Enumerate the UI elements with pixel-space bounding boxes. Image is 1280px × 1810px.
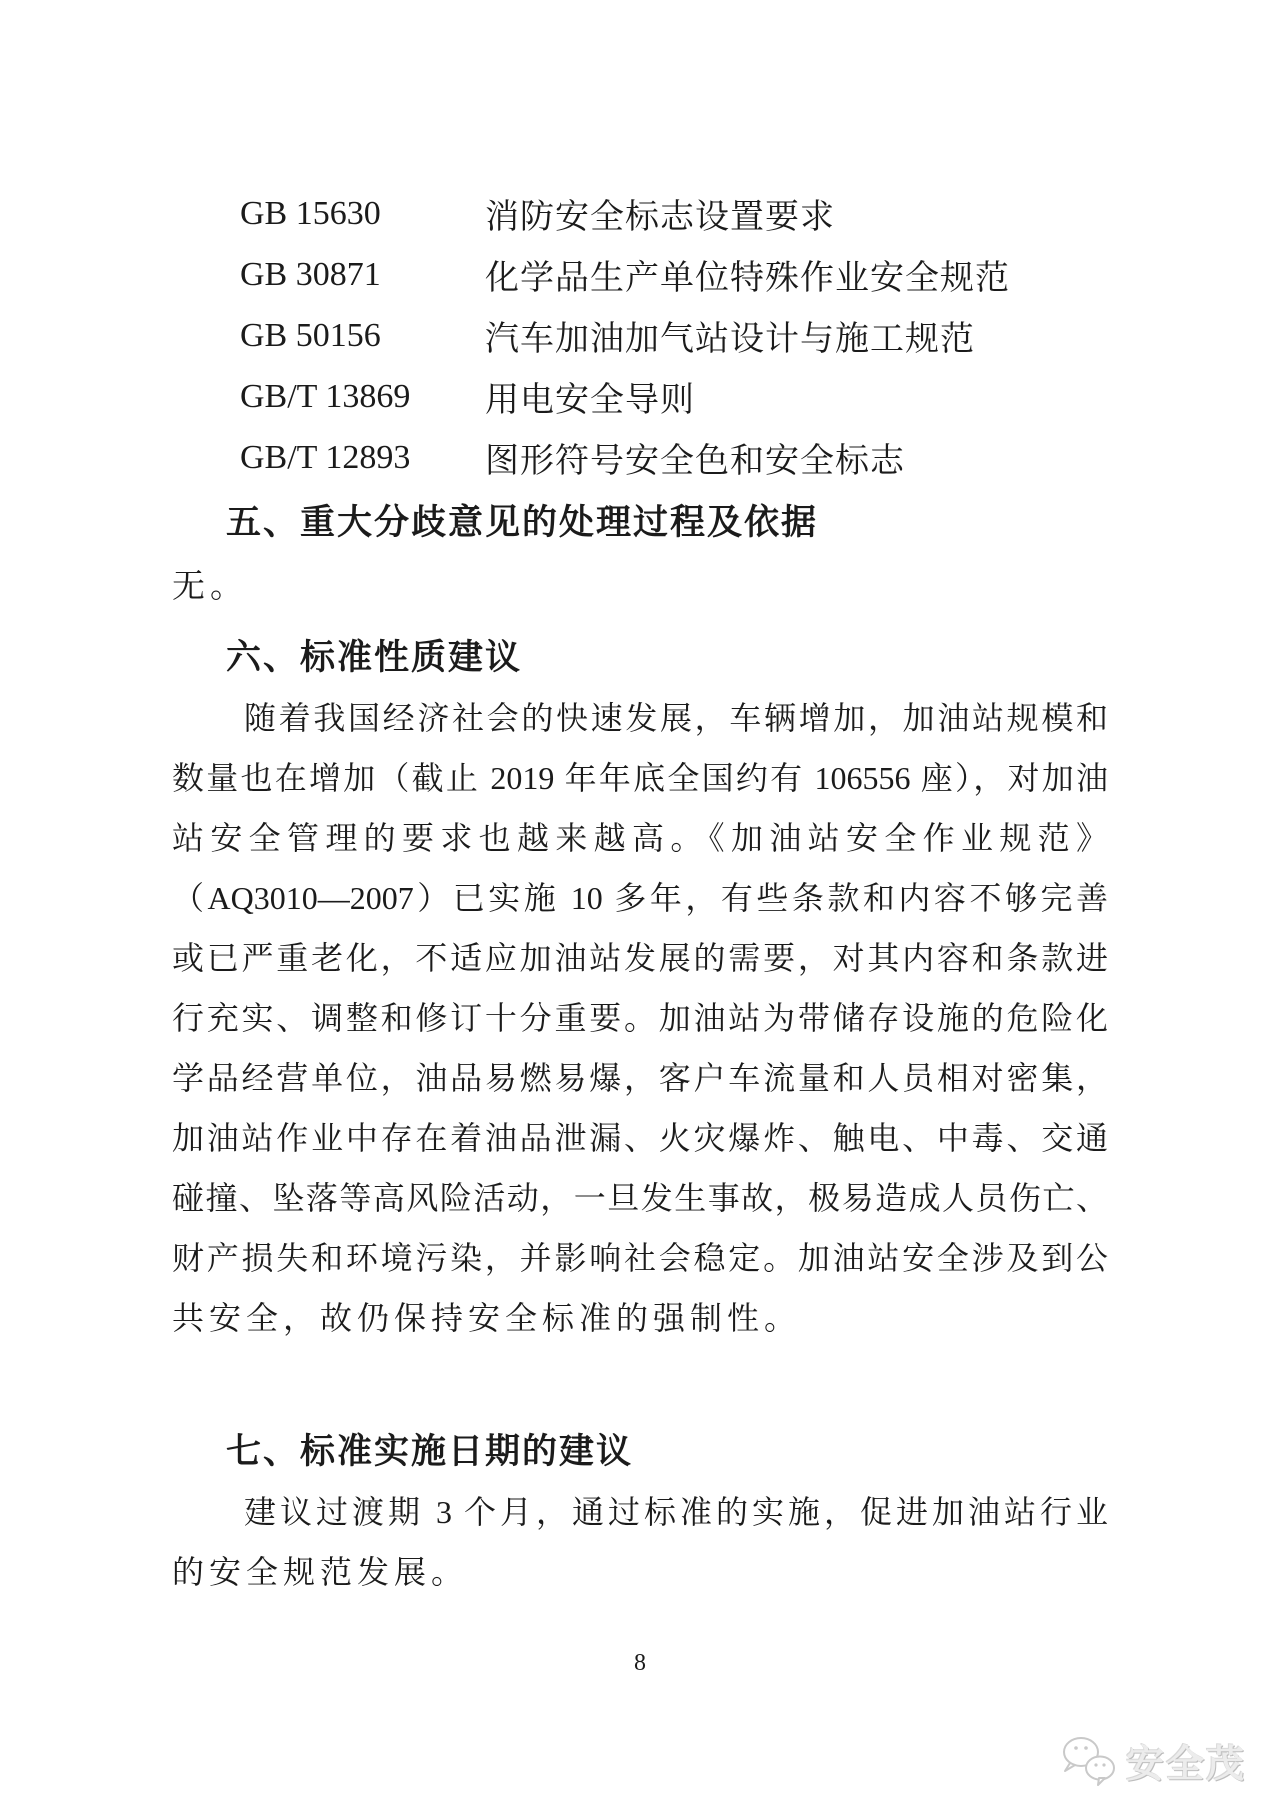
standard-title: 汽车加油加气站设计与施工规范 [485, 321, 975, 358]
paragraph-line: 建议过渡期 3 个月，通过标准的实施，促进加油站行业 [244, 1494, 1108, 1530]
standard-row [240, 183, 1010, 244]
standard-title: 消防安全标志设置要求 [485, 199, 835, 236]
standard-title: 图形符号安全色和安全标志 [485, 443, 905, 480]
paragraph-line: 财产损失和环境污染，并影响社会稳定。加油站安全涉及到公 [172, 1240, 1108, 1276]
standards-list [240, 183, 1010, 488]
standard-title: 用电安全导则 [485, 382, 695, 419]
standard-code: GB/T 12893 [240, 438, 411, 476]
standard-row [240, 305, 1010, 366]
standard-row [240, 366, 1010, 427]
paragraph-line: 共安全，故仍保持安全标准的强制性。 [172, 1300, 802, 1336]
wechat-icon [1058, 1735, 1120, 1787]
watermark [1058, 1733, 1246, 1788]
standard-code: GB 50156 [240, 316, 381, 354]
section-six-paragraph [172, 688, 1108, 1348]
standard-row [240, 427, 1010, 488]
standard-code: GB/T 13869 [240, 377, 411, 415]
standard-code: GB 30871 [240, 255, 381, 293]
section-five-body: 无。 [172, 569, 248, 605]
paragraph-line: 数量也在增加（截止 2019 年年底全国约有 106556 座），对加油 [172, 760, 1108, 796]
paragraph-line: 随着我国经济社会的快速发展，车辆增加，加油站规模和 [244, 700, 1108, 736]
section-heading-seven: 七、标准实施日期的建议 [226, 1432, 634, 1471]
paragraph-line: 或已严重老化，不适应加油站发展的需要，对其内容和条款进 [172, 940, 1108, 976]
section-seven-paragraph [172, 1482, 1108, 1602]
standard-code: GB 15630 [240, 194, 381, 232]
paragraph-line: （AQ3010—2007）已实施 10 多年，有些条款和内容不够完善 [172, 880, 1108, 916]
paragraph-line: 加油站作业中存在着油品泄漏、火灾爆炸、触电、中毒、交通 [172, 1120, 1108, 1156]
paragraph-line: 的安全规范发展。 [172, 1554, 469, 1590]
paragraph-line: 碰撞、坠落等高风险活动，一旦发生事故，极易造成人员伤亡、 [172, 1180, 1108, 1216]
page-number: 8 [634, 1650, 646, 1676]
section-heading-six: 六、标准性质建议 [226, 638, 523, 677]
paragraph-line: 行充实、调整和修订十分重要。加油站为带储存设施的危险化 [172, 1000, 1108, 1036]
standard-row [240, 244, 1010, 305]
watermark-label: 安全茂 [1125, 1744, 1246, 1786]
standard-title: 化学品生产单位特殊作业安全规范 [485, 260, 1010, 297]
section-heading-five: 五、重大分歧意见的处理过程及依据 [226, 503, 819, 542]
paragraph-line: 站安全管理的要求也越来越高。《加油站安全作业规范》 [172, 820, 1108, 856]
paragraph-line: 学品经营单位，油品易燃易爆，客户车流量和人员相对密集， [172, 1060, 1108, 1096]
